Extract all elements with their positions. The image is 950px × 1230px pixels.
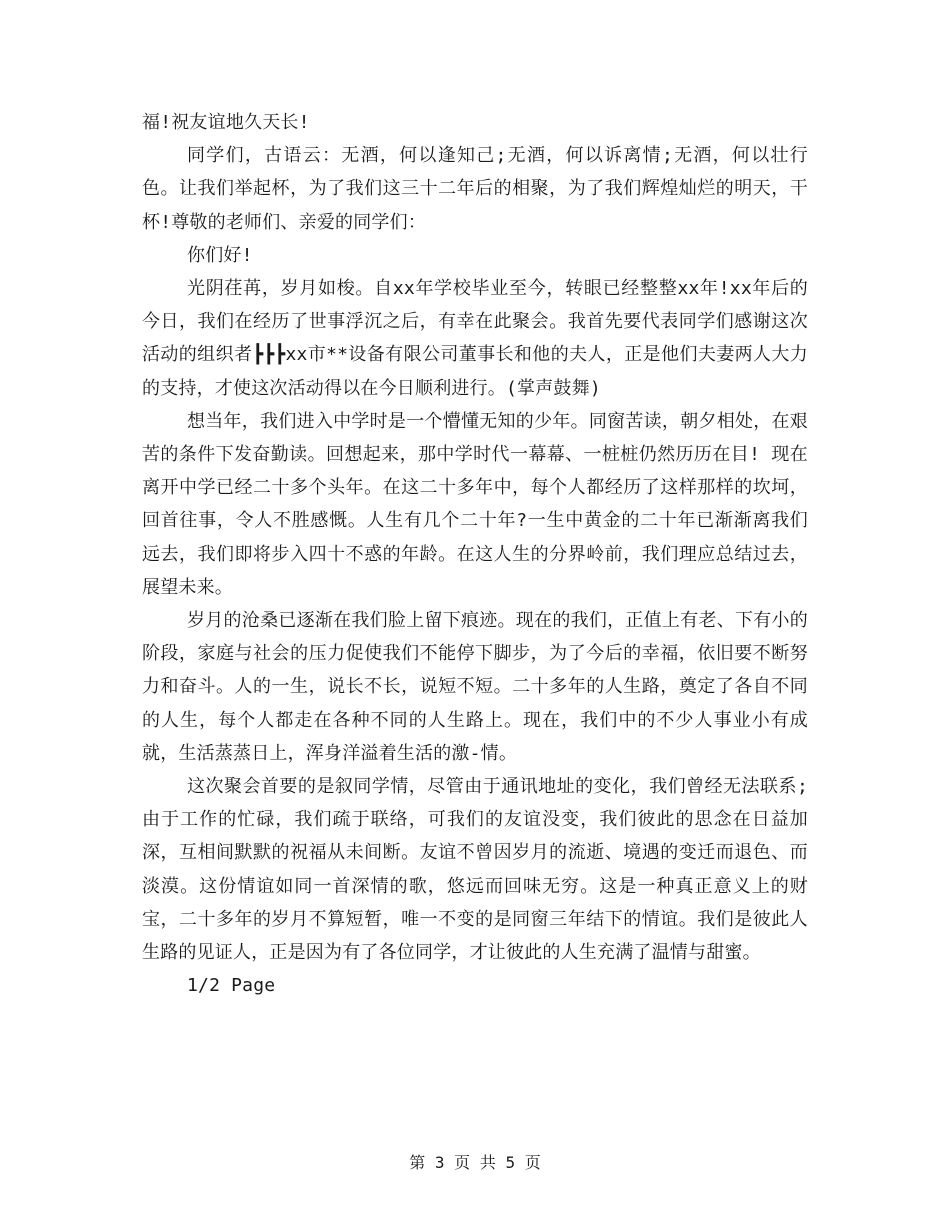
page-footer: 第 3 页 共 5 页 bbox=[409, 1153, 541, 1172]
paragraph-4: 光阴荏苒，岁月如梭。自xx年学校毕业至今，转眼已经整整xx年!xx年后的今日，我们在经历了世事浮沉之后，有幸在此聚会。我首先要代表同学们感谢这次活动的组织者┣┣┣xx市**设备有限公司董事长和他的夫人，正是他们夫妻两人大力的支持，才使这次活动得以在今日顺利进行。(掌声鼓舞) bbox=[142, 278, 808, 399]
paragraph-2: 同学们，古语云：无酒，何以逢知己;无酒，何以诉离情;无酒，何以壮行色。让我们举起杯，为了我们这三十二年后的相聚，为了我们辉煌灿烂的明天，干杯!尊敬的老师们、亲爱的同学们： bbox=[142, 145, 808, 233]
document-body bbox=[142, 106, 808, 1002]
paragraph-1: 福!祝友谊地久天长! bbox=[142, 112, 310, 133]
page-marker: 1/2 Page bbox=[187, 975, 276, 997]
paragraph-7: 这次聚会首要的是叙同学情，尽管由于通讯地址的变化，我们曾经无法联系;由于工作的忙碌，我们疏于联络，可我们的友谊没变，我们彼此的思念在日益加深，互相间默默的祝福从未间断。友谊不曾因岁月的流逝、境遇的变迁而退色、而淡漠。这份情谊如同一首深情的歌，悠远而回味无穷。这是一种真正意义上的财宝，二十多年的岁月不算短暂，唯一不变的是同窗三年结下的情谊。我们是彼此人生路的见证人，正是因为有了各位同学，才让彼此的人生充满了温情与甜蜜。 bbox=[142, 776, 808, 964]
paragraph-3: 你们好! bbox=[187, 244, 253, 266]
paragraph-6: 岁月的沧桑已逐渐在我们脸上留下痕迹。现在的我们，正值上有老、下有小的阶段，家庭与社会的压力促使我们不能停下脚步，为了今后的幸福，依旧要不断努力和奋斗。人的一生，说长不长，说短不短。二十多年的人生路，奠定了各自不同的人生，每个人都走在各种不同的人生路上。现在，我们中的不少人事业小有成就，生活蒸蒸日上，浑身洋溢着生活的激-情。 bbox=[142, 610, 808, 764]
paragraph-5: 想当年，我们进入中学时是一个懵懂无知的少年。同窗苦读，朝夕相处，在艰苦的条件下发奋勤读。回想起来，那中学时代一幕幕、一桩桩仍然历历在目! 现在离开中学已经二十多个头年。在这二十多年中，每个人都经历了这样那样的坎坷，回首往事，令人不胜感慨。人生有几个二十年?一生中黄金的二十年已渐渐离我们远去，我们即将步入四十不惑的年龄。在这人生的分界岭前，我们理应总结过去，展望未来。 bbox=[142, 410, 808, 598]
